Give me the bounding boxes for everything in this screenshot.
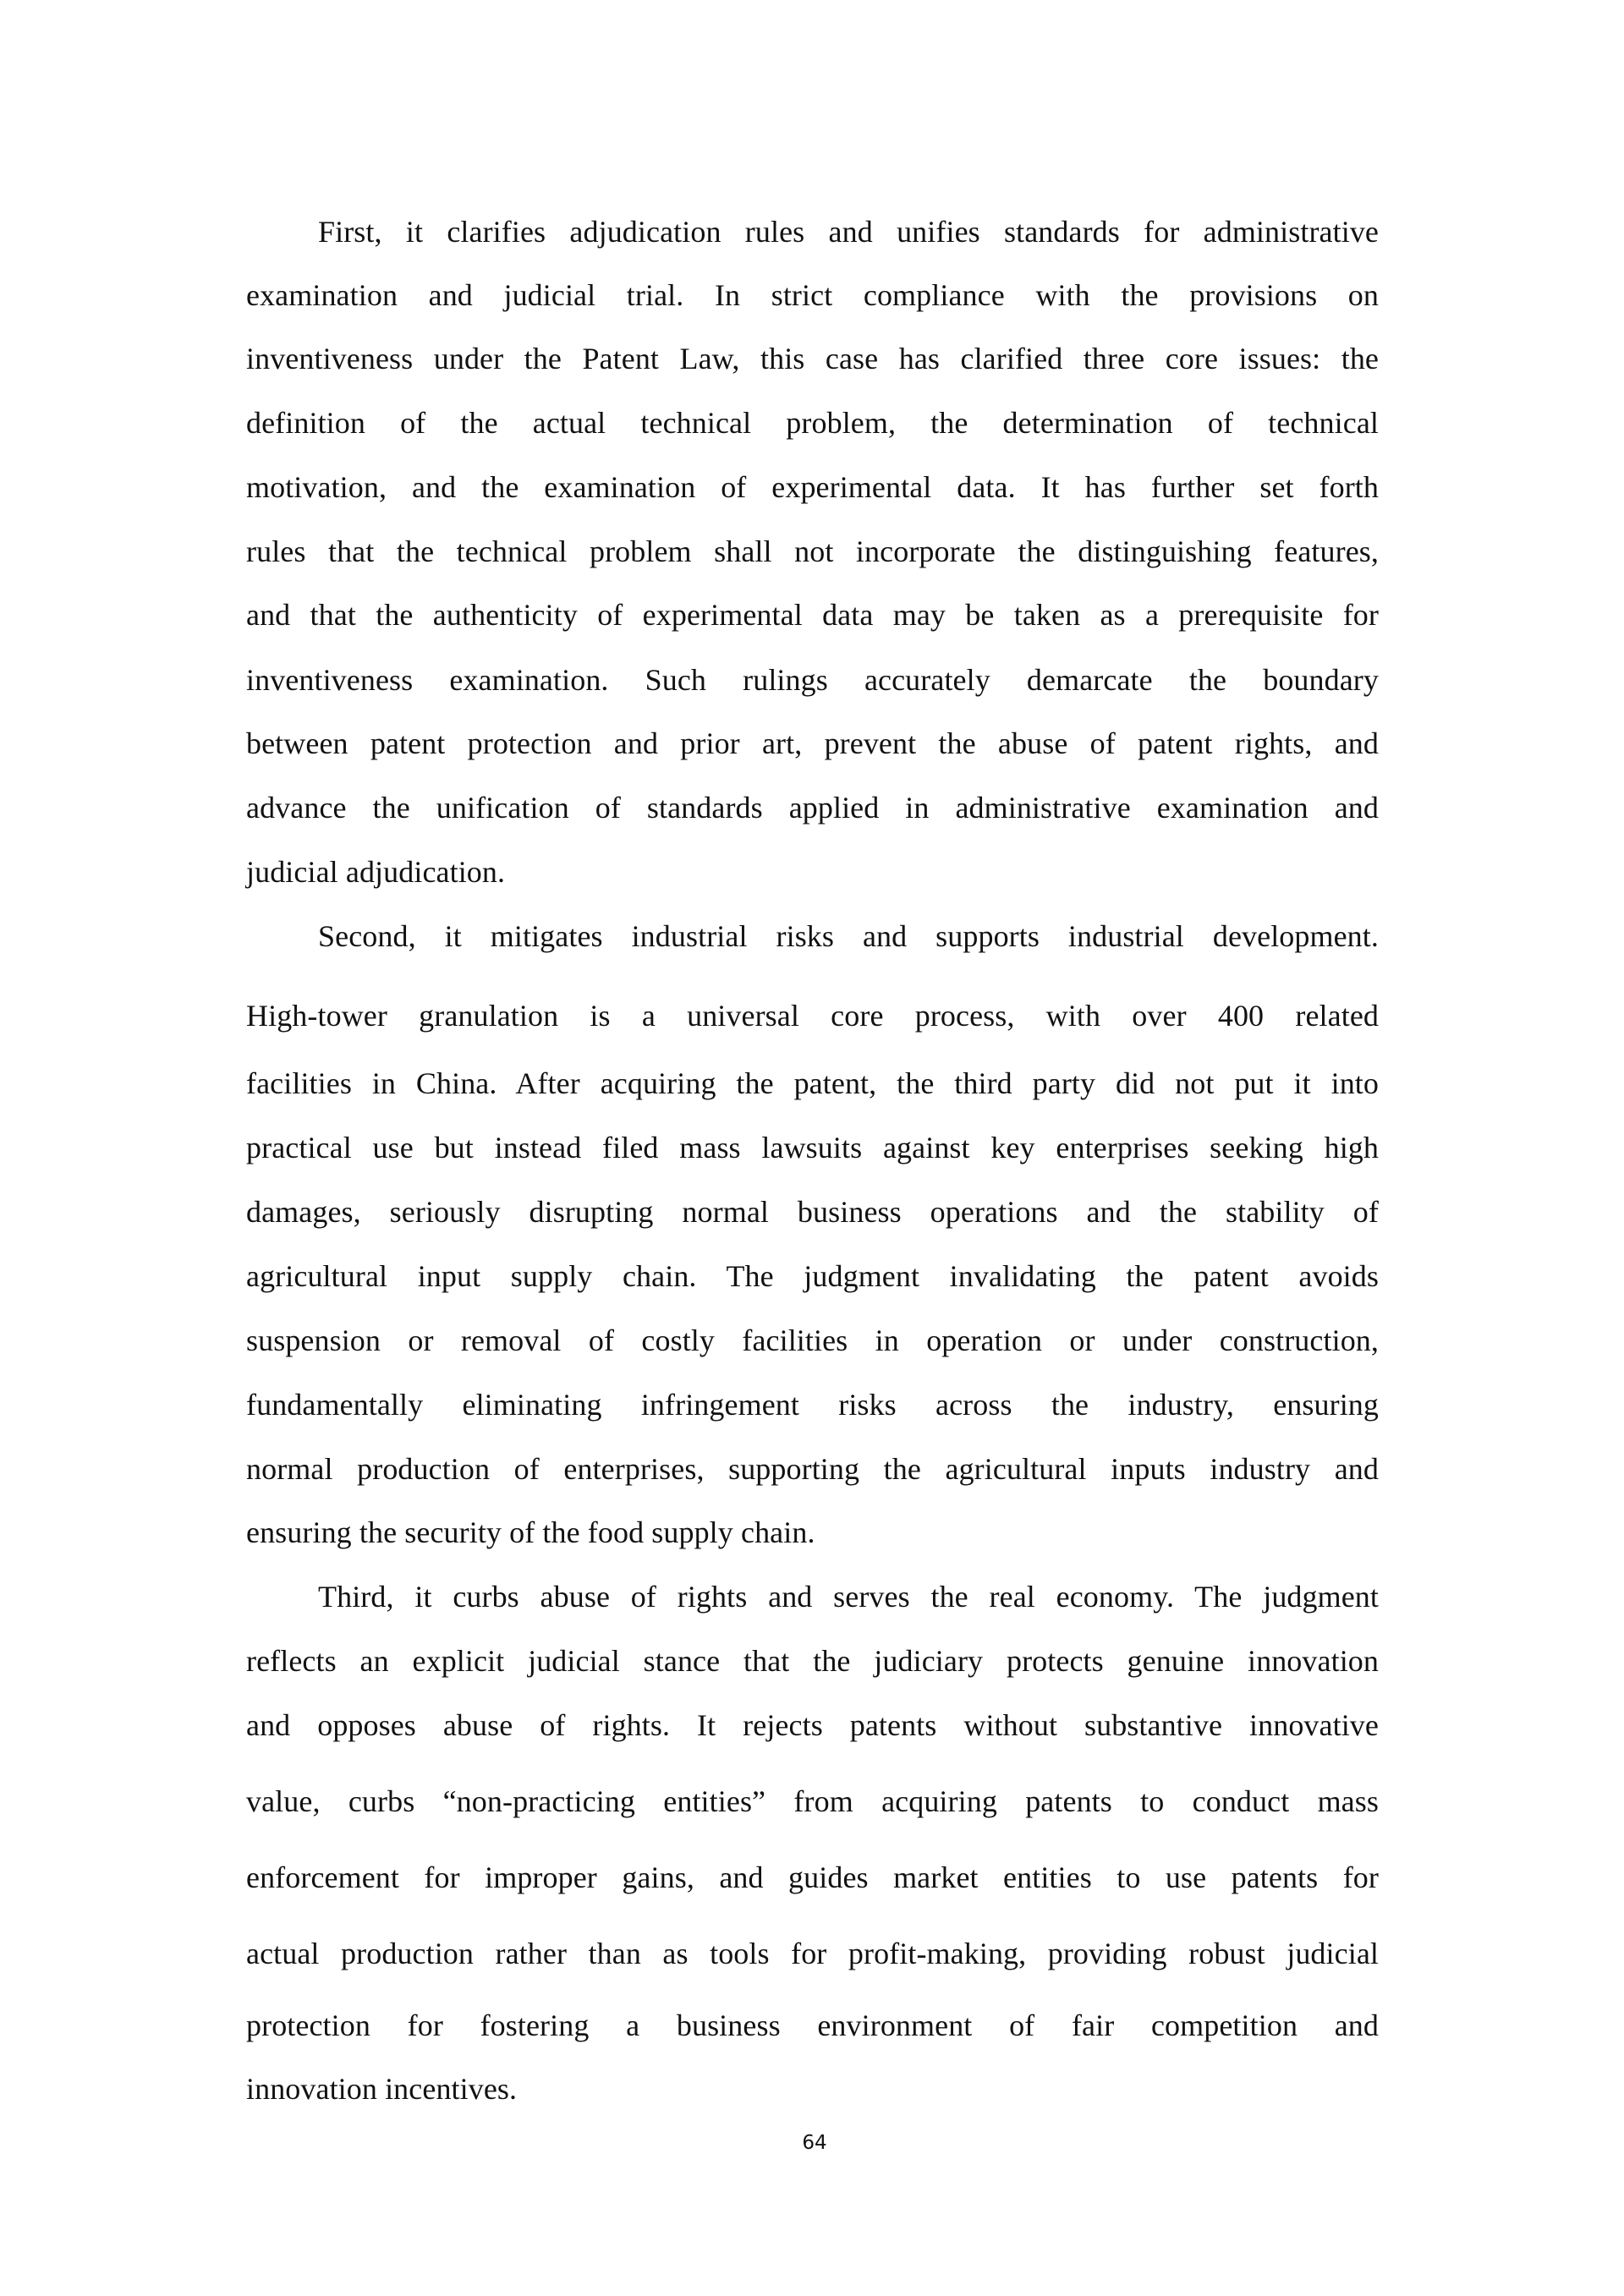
text-line: motivation, and the examination of experimental data. It has further set forth [246, 470, 1379, 504]
text-line: rules that the technical problem shall not incorporate the distinguishing features, [246, 534, 1379, 568]
text-line: reflects an explicit judicial stance that the judiciary protects genuine innovation [246, 1644, 1379, 1678]
text-line: and that the authenticity of experimental data may be taken as a prerequisite for [246, 598, 1379, 632]
text-line: protection for fostering a business environment of fair competition and [246, 2008, 1379, 2042]
text-line: inventiveness under the Patent Law, this case has clarified three core issues: the [246, 342, 1379, 375]
text-line: enforcement for improper gains, and guides market entities to use patents for [246, 1860, 1379, 1894]
text-line: value, curbs “non-practicing entities” from acquiring patents to conduct mass [246, 1784, 1379, 1818]
text-line: practical use but instead filed mass lawsuits against key enterprises seeking high [246, 1131, 1379, 1164]
text-line: actual production rather than as tools for profit-making, providing robust judicial [246, 1937, 1379, 1970]
text-line: fundamentally eliminating infringement risks across the industry, ensuring [246, 1388, 1379, 1422]
text-line: advance the unification of standards applied in administrative examination and [246, 791, 1379, 825]
text-line: between patent protection and prior art, prevent the abuse of patent rights, and [246, 726, 1379, 760]
text-line: agricultural input supply chain. The judgment invalidating the patent avoids [246, 1259, 1379, 1293]
page-number: 64 [802, 2132, 827, 2154]
text-line: definition of the actual technical problem, the determination of technical [246, 406, 1379, 440]
text-line: Third, it curbs abuse of rights and serves the real economy. The judgment [318, 1580, 1379, 1614]
text-line: suspension or removal of costly facilities in operation or under construction, [246, 1323, 1379, 1357]
text-line: facilities in China. After acquiring the patent, the third party did not put it into [246, 1066, 1379, 1100]
text-line: examination and judicial trial. In strict compliance with the provisions on [246, 278, 1379, 312]
text-line: innovation incentives. [246, 2072, 518, 2106]
text-line: and opposes abuse of rights. It rejects patents without substantive innovative [246, 1708, 1379, 1742]
text-line: normal production of enterprises, supporting the agricultural inputs industry and [246, 1452, 1379, 1486]
text-line: damages, seriously disrupting normal business operations and the stability of [246, 1195, 1379, 1229]
text-line: Second, it mitigates industrial risks and supports industrial development. [318, 919, 1379, 953]
text-line: First, it clarifies adjudication rules and unifies standards for administrative [318, 215, 1379, 249]
text-line: judicial adjudication. [246, 855, 506, 889]
text-line: inventiveness examination. Such rulings accurately demarcate the boundary [246, 663, 1379, 697]
text-line: ensuring the security of the food supply chain. [246, 1515, 815, 1549]
text-line: High-tower granulation is a universal core process, with over 400 related [246, 999, 1379, 1033]
